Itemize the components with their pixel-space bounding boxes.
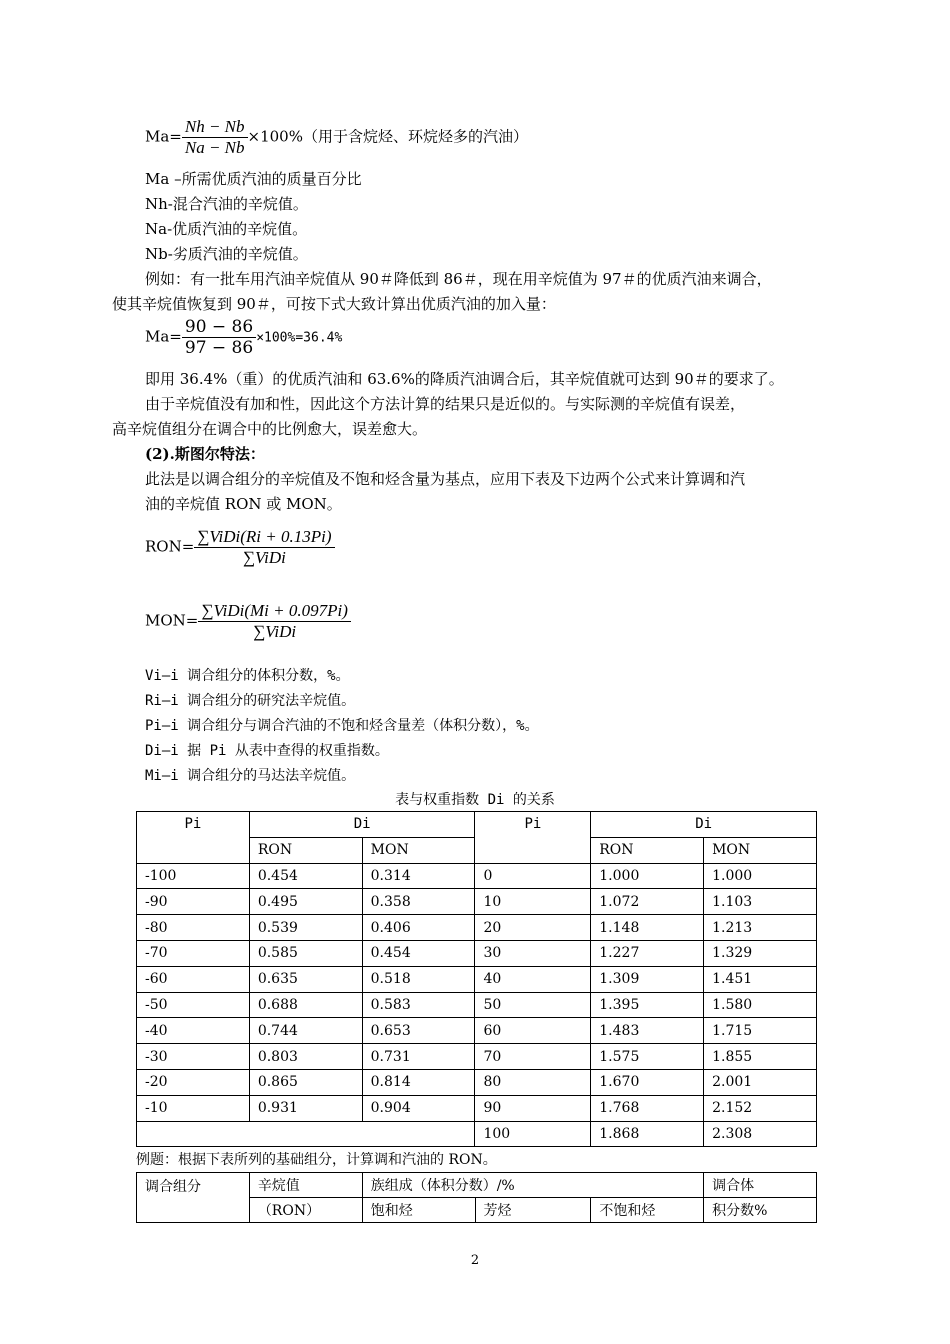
page-number: 2 bbox=[470, 1253, 480, 1268]
cell-pi: 60 bbox=[475, 1018, 591, 1044]
cell-ron: 0.931 bbox=[249, 1095, 362, 1121]
cell-ron: 0.585 bbox=[249, 940, 362, 966]
note-paragraph-line1: 由于辛烷值没有加和性，因此这个方法计算的结果只是近似的。与实际测的辛烷值有误差， bbox=[145, 395, 746, 413]
formula-rhs: ×100%=36.4% bbox=[256, 330, 343, 346]
var-def-mi: Mi—i 调合组分的马达法辛烷值。 bbox=[145, 768, 356, 784]
formula-lhs: MON= bbox=[145, 611, 199, 630]
ron-formula bbox=[145, 527, 335, 568]
cell-mon: 0.358 bbox=[362, 889, 475, 915]
fraction-numerator: Nh − Nb bbox=[184, 117, 245, 136]
example-paragraph-line2: 使其辛烷值恢复到 90＃，可按下式大致计算出优质汽油的加入量： bbox=[112, 295, 556, 313]
table-row bbox=[137, 863, 817, 889]
cell-ron: 1.227 bbox=[591, 940, 704, 966]
ma-example-formula bbox=[145, 317, 342, 358]
fraction-numerator: ∑ViDi(Mi + 0.097Pi) bbox=[201, 601, 348, 620]
component-table bbox=[136, 1172, 817, 1223]
cell-mon: 2.308 bbox=[704, 1121, 817, 1147]
var-def-di: Di—i 据 Pi 从表中查得的权重指数。 bbox=[145, 743, 389, 759]
cell-ron: 1.148 bbox=[591, 915, 704, 941]
header-di: Di bbox=[591, 812, 817, 838]
header-ron: （RON） bbox=[249, 1198, 362, 1223]
def-nh: Nh-混合汽油的辛烷值。 bbox=[145, 195, 308, 213]
cell-mon: 1.000 bbox=[704, 863, 817, 889]
example-paragraph-line1: 例如：有一批车用汽油辛烷值从 90＃降低到 86＃，现在用辛烷值为 97＃的优质汽油来调合， bbox=[145, 270, 772, 288]
def-ma: Ma –所需优质汽油的质量百分比 bbox=[145, 170, 362, 188]
fraction-denominator: Na − Nb bbox=[182, 137, 248, 158]
table-header-row bbox=[137, 1173, 817, 1198]
cell-pi: 100 bbox=[475, 1121, 591, 1147]
cell-pi: -100 bbox=[137, 863, 250, 889]
cell-ron: 0.454 bbox=[249, 863, 362, 889]
cell-pi: -10 bbox=[137, 1095, 250, 1121]
header-mon: MON bbox=[704, 837, 817, 863]
var-def-vi: Vi—i 调合组分的体积分数，%。 bbox=[145, 668, 350, 684]
cell-mon: 1.213 bbox=[704, 915, 817, 941]
method-paragraph-line2: 油的辛烷值 RON 或 MON。 bbox=[145, 495, 342, 513]
cell-ron: 1.395 bbox=[591, 992, 704, 1018]
def-nb: Nb-劣质汽油的辛烷值。 bbox=[145, 245, 308, 263]
header-mon: MON bbox=[362, 837, 475, 863]
fraction bbox=[198, 601, 351, 642]
table-row bbox=[137, 1121, 817, 1147]
table-row bbox=[137, 1095, 817, 1121]
cell-mon: 0.518 bbox=[362, 966, 475, 992]
di-weight-table bbox=[136, 811, 817, 1147]
cell-pi: -30 bbox=[137, 1044, 250, 1070]
cell-pi: -90 bbox=[137, 889, 250, 915]
cell-ron: 1.670 bbox=[591, 1069, 704, 1095]
header-octane: 辛烷值 bbox=[249, 1173, 362, 1198]
cell-ron: 0.688 bbox=[249, 992, 362, 1018]
def-na: Na-优质汽油的辛烷值。 bbox=[145, 220, 308, 238]
cell-pi: -80 bbox=[137, 915, 250, 941]
cell-ron: 0.803 bbox=[249, 1044, 362, 1070]
formula-lhs: RON= bbox=[145, 537, 195, 556]
ma-formula bbox=[145, 117, 528, 158]
table-row bbox=[137, 940, 817, 966]
cell-mon: 2.152 bbox=[704, 1095, 817, 1121]
mon-formula bbox=[145, 601, 351, 642]
cell-pi: -50 bbox=[137, 992, 250, 1018]
method-paragraph-line1: 此法是以调合组分的辛烷值及不饱和烃含量为基点，应用下表及下边两个公式来计算调和汽 bbox=[145, 470, 746, 488]
header-volume-fraction-2: 积分数% bbox=[704, 1198, 817, 1223]
empty-merged-cell bbox=[137, 1121, 475, 1147]
fraction bbox=[182, 117, 248, 158]
header-ron: RON bbox=[591, 837, 704, 863]
header-volume-fraction: 调合体 bbox=[704, 1173, 817, 1198]
table-header-row bbox=[137, 812, 817, 838]
note-paragraph-line2: 高辛烷值组分在调合中的比例愈大，误差愈大。 bbox=[112, 420, 428, 438]
cell-pi: 10 bbox=[475, 889, 591, 915]
cell-mon: 1.855 bbox=[704, 1044, 817, 1070]
fraction bbox=[182, 317, 256, 358]
cell-ron: 0.539 bbox=[249, 915, 362, 941]
cell-pi: -60 bbox=[137, 966, 250, 992]
header-pi: Pi bbox=[475, 812, 591, 864]
header-composition: 族组成（体积分数）/% bbox=[362, 1173, 703, 1198]
fraction bbox=[194, 527, 334, 568]
table-row bbox=[137, 966, 817, 992]
formula-lhs: Ma= bbox=[145, 127, 182, 146]
example2-text: 例题：根据下表所列的基础组分，计算调和汽油的 RON。 bbox=[136, 1152, 497, 1168]
cell-mon: 0.583 bbox=[362, 992, 475, 1018]
cell-mon: 0.314 bbox=[362, 863, 475, 889]
cell-ron: 0.744 bbox=[249, 1018, 362, 1044]
header-unsaturated: 不饱和烃 bbox=[591, 1198, 704, 1223]
formula-lhs: Ma= bbox=[145, 327, 182, 346]
cell-pi: 0 bbox=[475, 863, 591, 889]
cell-mon: 0.731 bbox=[362, 1044, 475, 1070]
cell-ron: 0.635 bbox=[249, 966, 362, 992]
header-saturated: 饱和烃 bbox=[362, 1198, 475, 1223]
cell-ron: 1.072 bbox=[591, 889, 704, 915]
header-component: 调合组分 bbox=[137, 1173, 250, 1223]
table-caption: 表与权重指数 Di 的关系 bbox=[395, 792, 555, 808]
section-heading: (2).斯图尔特法： bbox=[145, 445, 265, 463]
result-paragraph: 即用 36.4%（重）的优质汽油和 63.6%的降质汽油调合后，其辛烷值就可达到 90＃的要求了。 bbox=[145, 370, 784, 388]
cell-mon: 1.451 bbox=[704, 966, 817, 992]
cell-ron: 1.309 bbox=[591, 966, 704, 992]
cell-pi: 20 bbox=[475, 915, 591, 941]
header-ron: RON bbox=[249, 837, 362, 863]
cell-pi: -40 bbox=[137, 1018, 250, 1044]
cell-pi: 90 bbox=[475, 1095, 591, 1121]
cell-ron: 0.495 bbox=[249, 889, 362, 915]
cell-mon: 0.904 bbox=[362, 1095, 475, 1121]
cell-mon: 1.103 bbox=[704, 889, 817, 915]
cell-pi: -20 bbox=[137, 1069, 250, 1095]
cell-mon: 0.814 bbox=[362, 1069, 475, 1095]
fraction-numerator: 90 − 86 bbox=[184, 317, 254, 337]
cell-pi: 70 bbox=[475, 1044, 591, 1070]
cell-mon: 1.580 bbox=[704, 992, 817, 1018]
cell-mon: 0.454 bbox=[362, 940, 475, 966]
var-def-pi: Pi—i 调合组分与调合汽油的不饱和烃含量差（体积分数），%。 bbox=[145, 718, 539, 734]
cell-ron: 0.865 bbox=[249, 1069, 362, 1095]
cell-pi: 50 bbox=[475, 992, 591, 1018]
cell-pi: 40 bbox=[475, 966, 591, 992]
fraction-denominator: ∑ViDi bbox=[198, 621, 351, 642]
table-row bbox=[137, 1018, 817, 1044]
fraction-numerator: ∑ViDi(Ri + 0.13Pi) bbox=[197, 527, 332, 546]
cell-ron: 1.768 bbox=[591, 1095, 704, 1121]
var-def-ri: Ri—i 调合组分的研究法辛烷值。 bbox=[145, 693, 356, 709]
table-row bbox=[137, 992, 817, 1018]
cell-mon: 0.653 bbox=[362, 1018, 475, 1044]
cell-mon: 1.329 bbox=[704, 940, 817, 966]
cell-mon: 0.406 bbox=[362, 915, 475, 941]
cell-ron: 1.575 bbox=[591, 1044, 704, 1070]
header-aromatic: 芳烃 bbox=[475, 1198, 591, 1223]
fraction-denominator: 97 − 86 bbox=[182, 337, 256, 358]
header-pi: Pi bbox=[137, 812, 250, 864]
table-row bbox=[137, 915, 817, 941]
cell-mon: 2.001 bbox=[704, 1069, 817, 1095]
cell-ron: 1.483 bbox=[591, 1018, 704, 1044]
cell-pi: 80 bbox=[475, 1069, 591, 1095]
formula-rhs: ×100%（用于含烷烃、环烷烃多的汽油） bbox=[247, 127, 528, 146]
table-row bbox=[137, 889, 817, 915]
cell-pi: -70 bbox=[137, 940, 250, 966]
fraction-denominator: ∑ViDi bbox=[194, 547, 334, 568]
cell-ron: 1.000 bbox=[591, 863, 704, 889]
table-row bbox=[137, 1044, 817, 1070]
cell-ron: 1.868 bbox=[591, 1121, 704, 1147]
table-row bbox=[137, 1069, 817, 1095]
header-di: Di bbox=[249, 812, 475, 838]
cell-pi: 30 bbox=[475, 940, 591, 966]
cell-mon: 1.715 bbox=[704, 1018, 817, 1044]
